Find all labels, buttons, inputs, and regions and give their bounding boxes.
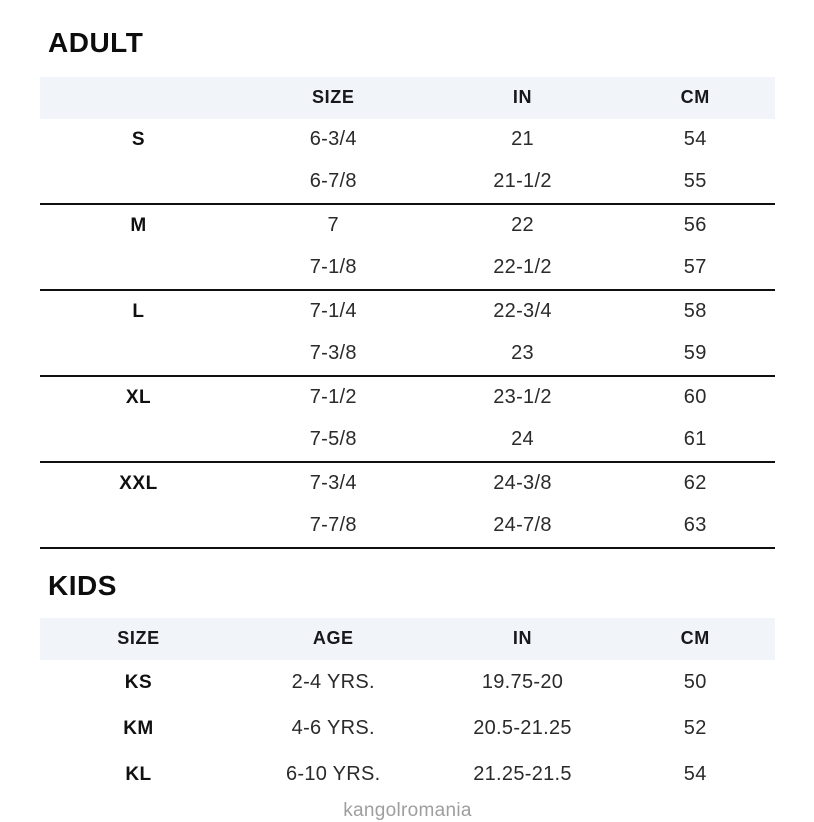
size-value: 7-1/8 (309, 256, 357, 279)
size-value: 7-5/8 (309, 428, 357, 451)
inches-value: 23-1/2 (493, 386, 552, 409)
inches-value: 22-3/4 (493, 300, 552, 323)
adult-size-group (40, 377, 775, 463)
size-value: 7-1/4 (309, 300, 357, 323)
cm-value: 54 (683, 763, 707, 786)
kids-size-label: KM (123, 717, 154, 739)
cm-value: 52 (683, 717, 707, 740)
table-row (40, 752, 775, 798)
cm-value: 60 (683, 386, 707, 409)
cm-value: 59 (683, 342, 707, 365)
adult-size-group (40, 205, 775, 291)
table-row (40, 291, 775, 333)
adult-table-column-header: SIZE (312, 87, 355, 108)
cm-value: 61 (683, 428, 707, 451)
size-group-label: XL (125, 386, 152, 408)
adult-size-group (40, 291, 775, 377)
cm-value: 54 (683, 128, 707, 151)
inches-value: 22 (511, 214, 534, 237)
cm-value: 57 (683, 256, 707, 279)
size-value: 7-3/4 (309, 472, 357, 495)
age-value: 4-6 YRS. (291, 717, 375, 740)
kids-size-table (40, 618, 775, 798)
kids-table-column-header: AGE (312, 628, 354, 649)
table-row (40, 377, 775, 419)
size-group-label: XXL (119, 472, 158, 494)
size-value: 7-1/2 (309, 386, 357, 409)
table-row (40, 463, 775, 505)
inches-value: 21-1/2 (493, 170, 552, 193)
table-row (40, 333, 775, 375)
cm-value: 56 (683, 214, 707, 237)
size-value: 7 (327, 214, 339, 237)
adult-table-column-header: CM (680, 87, 710, 108)
table-row (40, 161, 775, 203)
cm-value: 63 (683, 514, 707, 537)
inches-value: 23 (511, 342, 534, 365)
kids-table-column-header: SIZE (117, 628, 160, 649)
size-value: 6-3/4 (309, 128, 357, 151)
table-row (40, 119, 775, 161)
inches-value: 24-7/8 (493, 514, 552, 537)
size-group-label: M (130, 214, 147, 236)
table-row (40, 660, 775, 706)
adult-size-group (40, 463, 775, 549)
inches-value: 19.75-20 (481, 671, 564, 694)
kids-size-label: KL (125, 763, 152, 785)
inches-value: 24-3/8 (493, 472, 552, 495)
adult-table-header-row (40, 77, 775, 119)
watermark-text: kangolromania (343, 799, 472, 821)
age-value: 2-4 YRS. (291, 671, 375, 694)
kids-size-label: KS (124, 671, 153, 693)
table-row (40, 505, 775, 547)
inches-value: 24 (511, 428, 534, 451)
table-row (40, 706, 775, 752)
size-value: 7-7/8 (309, 514, 357, 537)
size-value: 6-7/8 (309, 170, 357, 193)
size-group-label: L (132, 300, 145, 322)
cm-value: 62 (683, 472, 707, 495)
kids-table-column-header: IN (512, 628, 533, 649)
inches-value: 21 (511, 128, 534, 151)
adult-section-title: ADULT (48, 27, 144, 58)
kids-table-header-row (40, 618, 775, 660)
cm-value: 55 (683, 170, 707, 193)
table-row (40, 205, 775, 247)
kids-table-column-header: CM (680, 628, 710, 649)
cm-value: 58 (683, 300, 707, 323)
inches-value: 21.25-21.5 (473, 763, 572, 786)
table-row (40, 247, 775, 289)
size-group-label: S (131, 128, 146, 150)
table-row (40, 419, 775, 461)
inches-value: 20.5-21.25 (473, 717, 572, 740)
age-value: 6-10 YRS. (285, 763, 381, 786)
size-value: 7-3/8 (309, 342, 357, 365)
cm-value: 50 (683, 671, 707, 694)
inches-value: 22-1/2 (493, 256, 552, 279)
adult-size-table (40, 77, 775, 549)
adult-size-group (40, 119, 775, 205)
adult-table-column-header: IN (512, 87, 533, 108)
kids-section-title: KIDS (48, 569, 117, 601)
